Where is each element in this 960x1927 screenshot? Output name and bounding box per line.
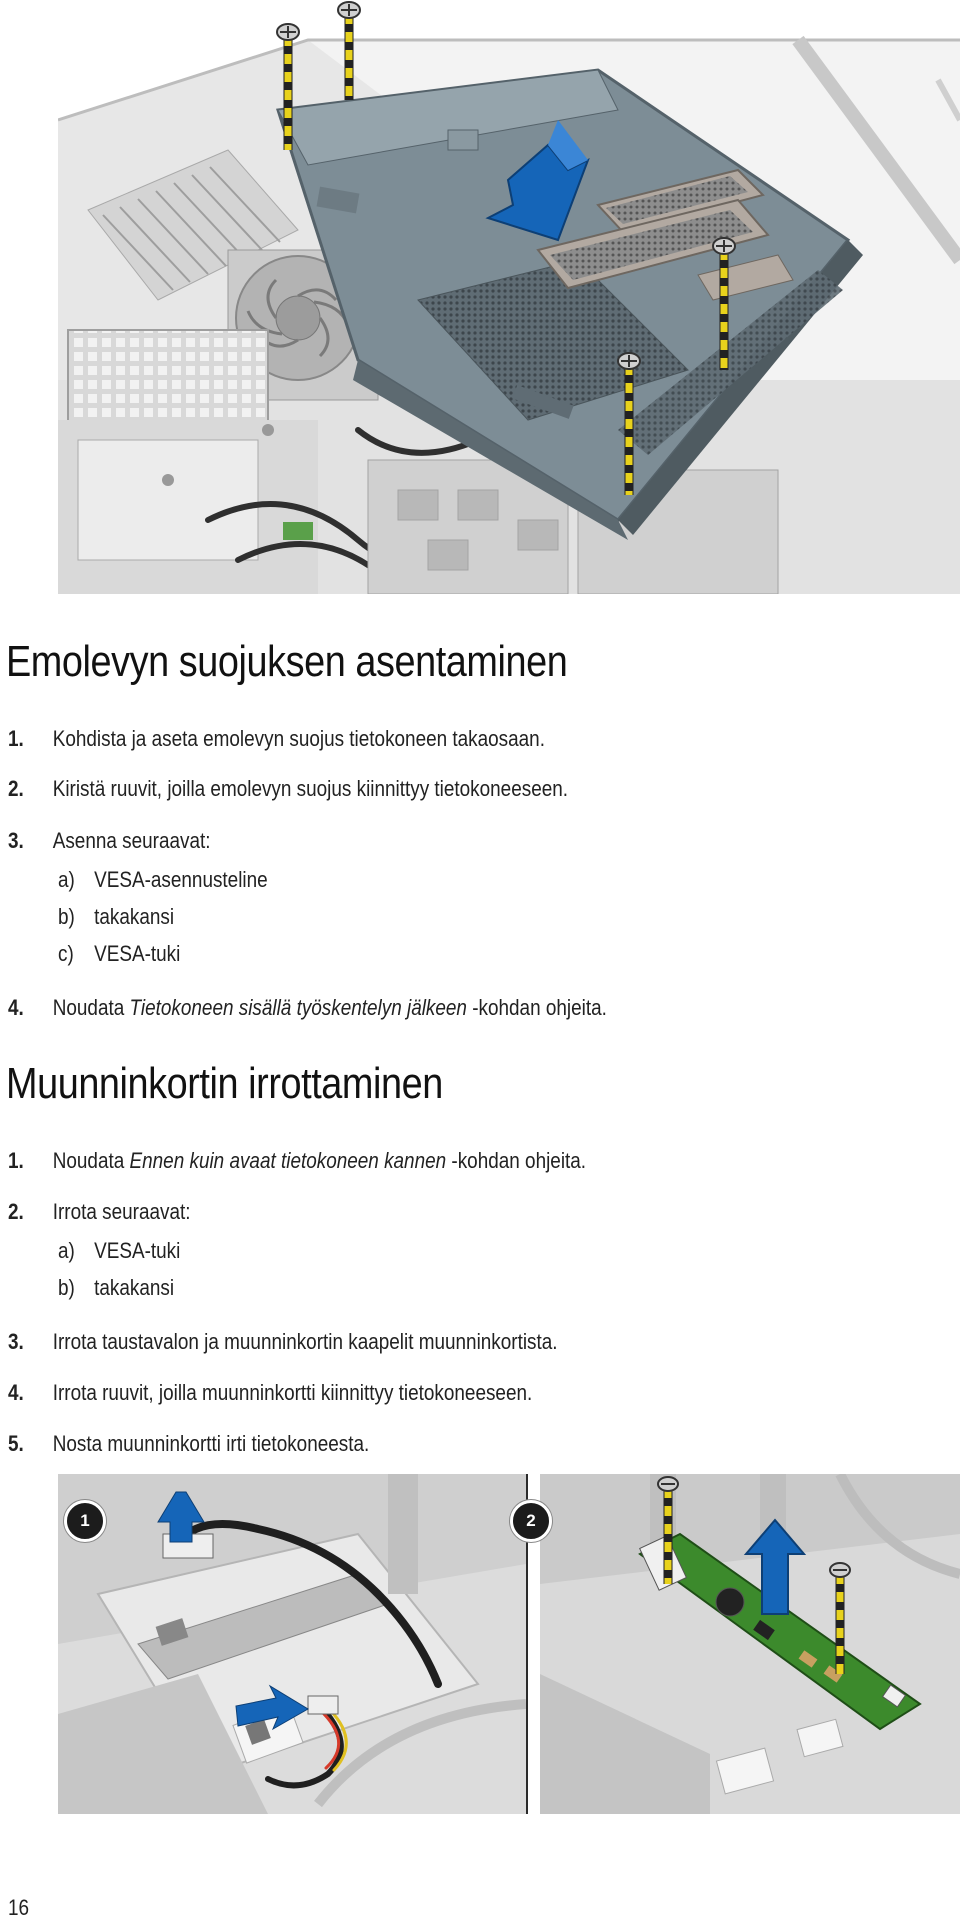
- sub-item-text: takakansi: [94, 1275, 175, 1300]
- step-text: Asenna seuraavat:: [52, 828, 211, 853]
- step-number: 1.: [8, 1148, 24, 1173]
- sub-item-text: VESA-asennusteline: [94, 867, 268, 892]
- section-heading-converter-removal: Muunninkortin irrottaminen: [6, 1059, 443, 1108]
- list-item: [8, 1382, 532, 1404]
- sub-item-text: VESA-tuki: [94, 1238, 181, 1263]
- list-item: [8, 1331, 558, 1353]
- converter-cable-illustration: [58, 1474, 526, 1814]
- sub-item-label: a): [58, 1238, 75, 1263]
- list-item: [8, 728, 545, 750]
- cross-reference-link[interactable]: Tietokoneen sisällä työskentelyn jälkeen: [129, 995, 467, 1020]
- green-connector: [283, 522, 313, 540]
- step-text-prefix: Noudata: [52, 1148, 130, 1173]
- motherboard-shield-illustration: [58, 0, 960, 594]
- list-item: [8, 778, 568, 800]
- chassis: [58, 1474, 526, 1814]
- step-text: Irrota taustavalon ja muunninkortin kaapelit muunninkortista.: [52, 1329, 558, 1354]
- sub-list-item: [58, 1277, 174, 1299]
- list-item: [8, 1201, 190, 1223]
- sub-list-item: [58, 1240, 180, 1262]
- cross-reference-link[interactable]: Ennen kuin avaat tietokoneen kannen: [129, 1148, 447, 1173]
- step-number: 2.: [8, 776, 24, 801]
- sub-list-item: [58, 943, 180, 965]
- step-text: Nosta muunninkortti irti tietokoneesta.: [52, 1431, 370, 1456]
- sub-item-label: a): [58, 867, 75, 892]
- step-text: Irrota seuraavat:: [52, 1199, 191, 1224]
- step-badge-2: 2: [510, 1500, 552, 1542]
- step-number: 4.: [8, 995, 24, 1020]
- cable-connector: [308, 1696, 338, 1714]
- step-number: 2.: [8, 1199, 24, 1224]
- step-text: Irrota ruuvit, joilla muunninkortti kiinnittyy tietokoneeseen.: [52, 1380, 533, 1405]
- sub-list-item: [58, 906, 174, 928]
- step-number: 4.: [8, 1380, 24, 1405]
- sub-list-item: [58, 869, 268, 891]
- step-text-prefix: Noudata: [52, 995, 130, 1020]
- section-heading-shield-install: Emolevyn suojuksen asentaminen: [6, 637, 568, 686]
- list-item: [8, 1433, 369, 1455]
- step-text-suffix: -kohdan ohjeita.: [466, 995, 607, 1020]
- list-item: [8, 997, 607, 1019]
- sub-item-label: b): [58, 904, 75, 929]
- step-number: 1.: [8, 726, 24, 751]
- sub-item-label: c): [58, 941, 74, 966]
- page-number: 16: [8, 1895, 30, 1920]
- sub-item-text: VESA-tuki: [94, 941, 181, 966]
- converter-board-illustration: [540, 1474, 960, 1814]
- step-text: Kiristä ruuvit, joilla emolevyn suojus kiinnittyy tietokoneeseen.: [52, 776, 569, 801]
- list-item: [8, 1150, 586, 1172]
- step-text: Kohdista ja aseta emolevyn suojus tietokoneen takaosaan.: [52, 726, 545, 751]
- list-item: [8, 830, 211, 852]
- sub-item-text: takakansi: [94, 904, 175, 929]
- step-number: 3.: [8, 1329, 24, 1354]
- sub-item-label: b): [58, 1275, 75, 1300]
- step-number: 5.: [8, 1431, 24, 1456]
- step-text-suffix: -kohdan ohjeita.: [446, 1148, 587, 1173]
- step-badge-1: 1: [64, 1500, 106, 1542]
- step-number: 3.: [8, 828, 24, 853]
